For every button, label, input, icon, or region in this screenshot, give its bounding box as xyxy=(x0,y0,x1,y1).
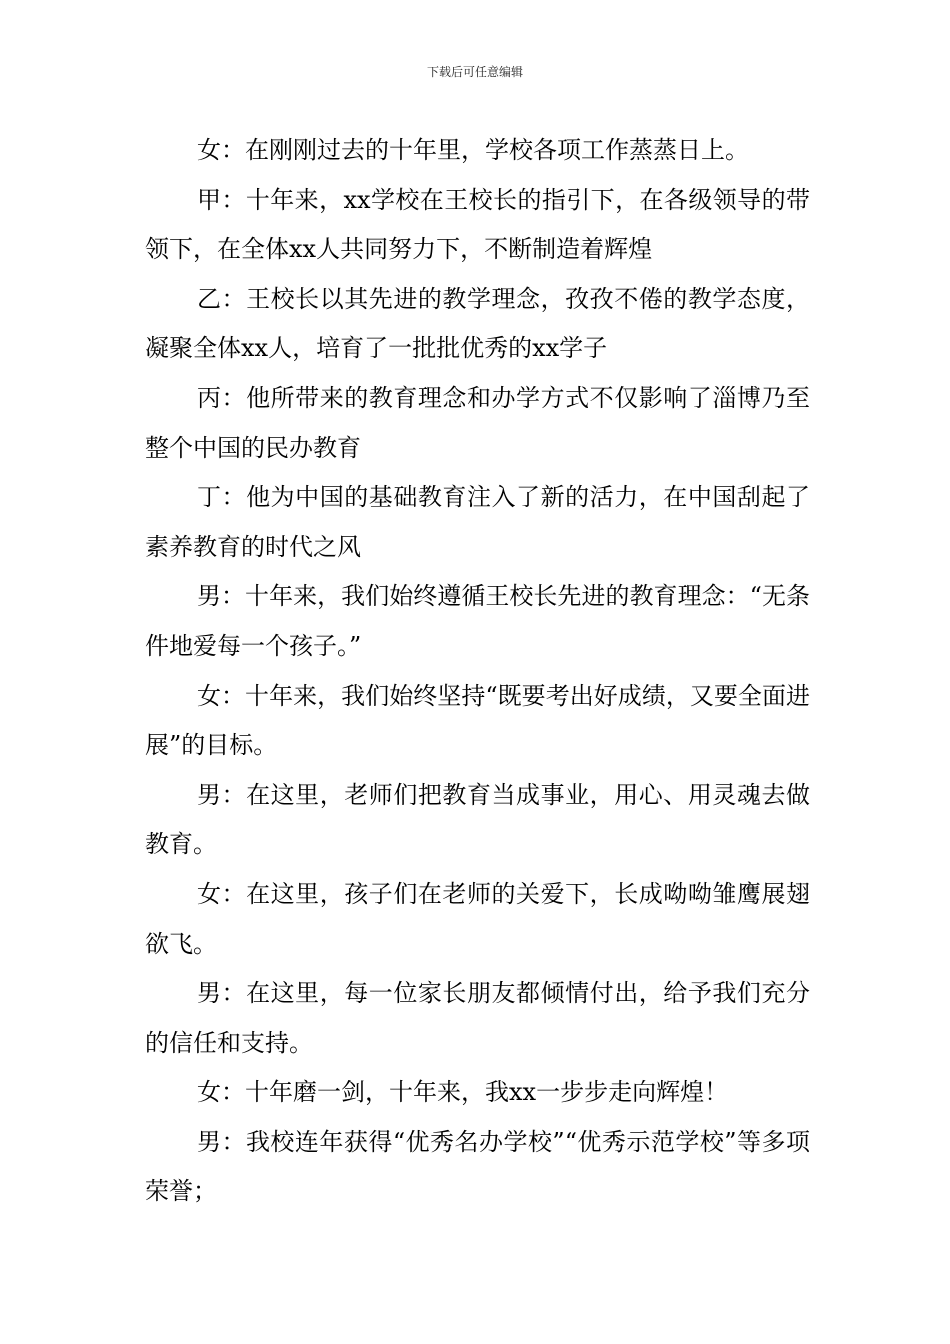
paragraph: 女：在刚刚过去的十年里，学校各项工作蒸蒸日上。 xyxy=(197,136,749,164)
script-body xyxy=(145,126,810,1217)
paragraph: 女：在这里，孩子们在老师的关爱下，长成呦呦雏鹰展翅欲飞。 xyxy=(145,879,810,958)
paragraph: 男：在这里，老师们把教育当成事业，用心、用灵魂去做教育。 xyxy=(145,780,810,859)
paragraph: 女：十年来，我们始终坚持“既要考出好成绩，又要全面进展”的目标。 xyxy=(145,681,810,760)
paragraph: 丁：他为中国的基础教育注入了新的活力，在中国刮起了素养教育的时代之风 xyxy=(145,483,810,561)
page-header: 下载后可任意编辑 xyxy=(426,65,523,79)
paragraph: 男：十年来，我们始终遵循王校长先进的教育理念：“无条件地爱每一个孩子。” xyxy=(145,582,810,660)
paragraph: 甲：十年来，xx学校在王校长的指引下，在各级领导的带领下，在全体xx人共同努力下，不断制造着辉煌 xyxy=(145,185,810,264)
paragraph: 女：十年磨一剑，十年来，我xx一步步走向辉煌！ xyxy=(197,1078,729,1107)
paragraph: 男：在这里，每一位家长朋友都倾情付出，给予我们充分的信任和支持。 xyxy=(145,979,810,1057)
paragraph: 丙：他所带来的教育理念和办学方式不仅影响了淄博乃至整个中国的民办教育 xyxy=(145,383,810,462)
paragraph: 乙：王校长以其先进的教学理念，孜孜不倦的教学态度，凝聚全体xx人，培育了一批批优秀的xx学子 xyxy=(145,284,810,363)
paragraph: 男：我校连年获得“优秀名办学校”“优秀示范学校”等多项荣誉； xyxy=(145,1127,810,1206)
